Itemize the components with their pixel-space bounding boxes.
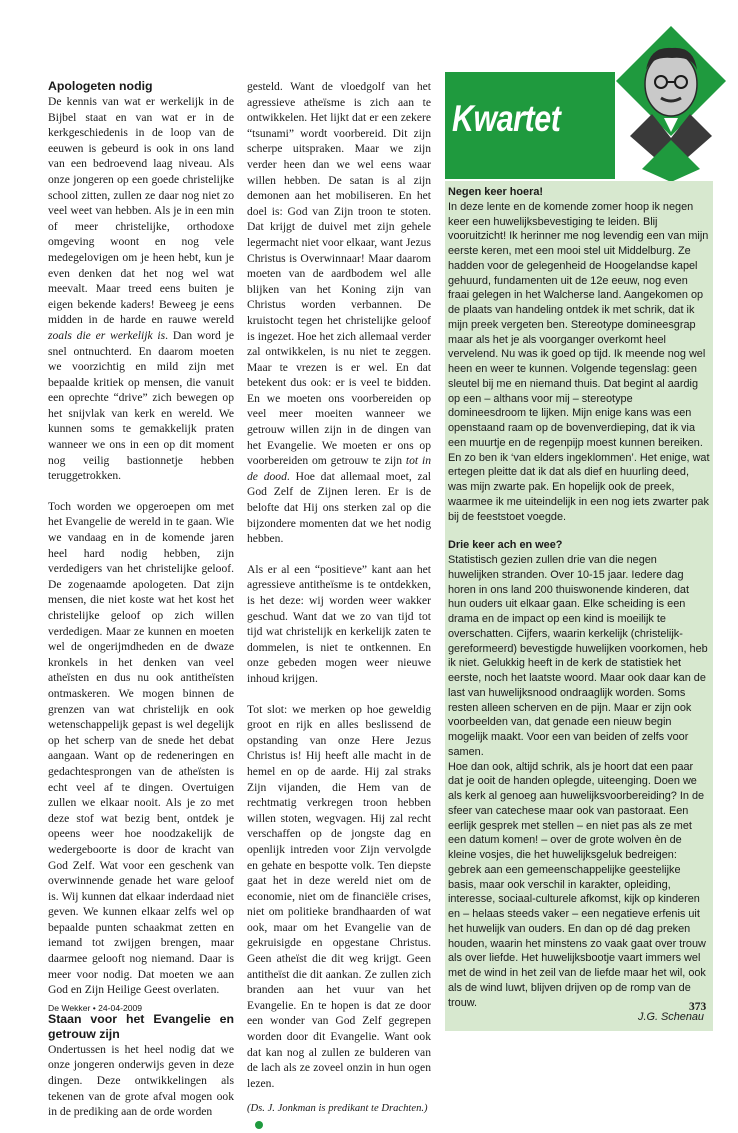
paragraph: Tot slot: we merken op hoe geweldig groot en rijk en alles beslissend de opstanding van onze Here Jezus Christus is! Hij heeft alle macht in de hemel en op de aarde. Hij zal straks Zijn vijanden, die Hem van de rechtmatig verkregen troon hebben willen stoten, wegvagen. Hij zal recht verschaffen op de jongste dag en openlijk intreden voor Zijn vervolgde en gehate en bespotte volk. Ten diepste gaat het in deze wereld niet om de economie, niet om de financiële crises, niet om politieke brandhaarden of wat ook, maar om het Evangelie van de gekruisigde en opgestane Christus. Geen atheïst die dit weg krijgt. Geen antitheïst die dit aankan. Ze zullen zich branden aan het vuur van het Evangelie. En te hopen is dat ze door een wonder van God Zelf gegrepen worden door dit Evangelie. Want ook dat kan nog al zullen ze bulderen van de lach als ze zoveel onzin in hun ogen lezen. <box>247 702 431 1090</box>
kwartet-title: Kwartet <box>452 98 561 139</box>
paragraph: Toch worden we opgeroepen om met het Evangelie de wereld in te gaan. Wie we vandaag en in de komende jaren heel hard nodig hebben, zijn verdedigers van het christelijke geloof. De zogenaamde apologeten. Dat zijn mensen, die niet koste wat het kost het christelijke geloof op zich willen verdedigen. Maar ze kunnen en moeten wel de ongerijmdheden en de dwaze kronkels in het denken van veel atheïsten en dus nu ook antitheïsten ontmaskeren. We mogen binnen de grenzen van wat christelijk en ook wetenschappelijk gepast is wel degelijk op het scherp van de snede het debat aangaan. Want op de redeneringen en gedachtesprongen van de atheïsten is echt veel af te dingen. Overtuigen zullen we elkaar nooit. Als je zo met deze stof wat bezig bent, ontdek je opeens weer hoe noodzakelijk de wedergeboorte is door de kracht van God Zelf. Wat voor een geschenk van overwinnende genade het ware geloof is. Wij kunnen dat elkaar inderdaad niet geven. We kunnen elkaar zelfs wel op bepaalde punten schaakmat zetten en iemand tot zwijgen brengen, maar daarmee gelooft nog niemand. Daar is meer voor nodig. Dat moeten we aan God en Zijn Heilige Geest overlaten. <box>48 499 234 997</box>
paragraph: gesteld. Want de vloedgolf van het agressieve atheïsme is zich aan te ontwikkelen. Het lijkt dat er een zekere “tsunami” wordt voorbereid. Dit zijn scherpe uitspraken. Maar we zijn verder heen dan we wel eens waar willen hebben. De satan is al zijn demonen aan het mobiliseren. En het doel is: God van Zijn troon te stoten. Dat krijgt de duivel met zijn gehele legermacht niet voor elkaar, want Jezus Christus is Overwinnaar! Maar daarom moeten van de aardbodem wel alle blijken van het Koning zijn van Christus worden verbannen. De kruistocht tegen het christelijke geloof is ingezet. Hoe het zich allemaal verder zal ontwikkelen, is nu niet te zeggen. Maar te vrezen is er wel. En dat betekent dus ook: er is veel te bidden. En we moeten ons voorbereiden op veel meer moeiten wanneer we getrouw willen zijn in de dingen van het Evangelie. We moeten er ons op voorbereiden om getrouw te zijn tot in de dood. Hoe dat allemaal moet, zal God Zelf de Zijnen leren. Er is de belofte dat Hij ons sterken zal op die bijzondere momenten dat we het nodig hebben. <box>247 80 431 546</box>
article-column-2 <box>247 79 431 1133</box>
sidebar-paragraph: In deze lente en de komende zomer hoop ik negen keer een huwelijksbevestiging te leiden. Blij vooruitzicht! Ik herinner me nog levendig een van mijn eerste keren, met een mooi stel uit Middelburg. Ze hadden voor de gelegenheid de Hoogelandse kapel gehuurd, fundamenten uit de 12e eeuw, nog even fraai gelegen in het Walcherse land. Aangekomen op de plaats van handeling ontdek ik met schrik, dat ik mijn preek vergeten ben. Stereotype domineesgrap maar als het je als voorganger overkomt heel vervelend. Nu was ik goed op tijd. Ik meende nog wel heen en weer te kunnen. Volgende tegenslag: geen sleutel bij me en niemand thuis. Dat begint al aardig op een – althans voor mij – stereotype domineesdroom te lijken. Mijn enige kans was een openstaand raam op de bovenverdieping, dat ik via een muurtje en de regenpijp moest kunnen bereiken. En zo ben ik ‘van elders ingeklommen’. Het enige, wat ertegen pleitte dat ik dat als dief en huurling deed, was mijn zwarte pak. En hopelijk ook de preek, waarmee ik me uiteindelijk in een nog iets zwarter pak bij de feeststoet voegde. <box>448 200 710 523</box>
article-column-1 <box>48 79 234 1120</box>
section-heading-staan: Staan voor het Evangelie en getrouw zijn <box>48 1011 234 1041</box>
sidebar-paragraph: Statistisch gezien zullen drie van die negen huwelijken stranden. Over 10-15 jaar. Iedere dag horen in ons land 200 thuiswonende kinderen, dat hun ouders uit elkaar gaan. Elke scheiding is een drama en de impact op een kind is moeilijk te overschatten. Cijfers, waarin kerkelijk (christelijk-gereformeerd) bevestigde huwelijken voorkomen, heb ik niet. Gelukkig heeft in de kerk de statistiek het eerste, noch het laatste woord. Maar ook daar kan de last van huwelijksnood ondraaglijk worden. Soms resten alleen scherven en de pijn. Maar er zijn ook voorbeelden van, dat genade een nieuw begin mogelijk maakt. Voor een van beiden of zelfs voor samen. <box>448 554 708 758</box>
sidebar-content <box>448 185 710 1025</box>
footer-publication: De Wekker • 24-04-2009 <box>48 1003 143 1013</box>
author-portrait <box>612 22 730 182</box>
section-heading-apologeten: Apologeten nodig <box>48 79 153 93</box>
sidebar-heading-drie: Drie keer ach en wee? <box>448 539 563 552</box>
sidebar-paragraph: Hoe dan ook, altijd schrik, als je hoort dat een paar dat je ooit de handen oplegde, uiteenging. Doen we als kerk al genoeg aan huwelijksvoorbereiding? In de sfeer van catechese maar ook van pastoraat. Een eerlijk gesprek met stellen – en niet pas als ze met een datum komen! – over de grote wolven èn de kleine vosjes, die het huwelijksgeluk bedreigen: gebrek aan een gemeenschappelijke geestelijke basis, maar ook verschil in karakter, opleiding, interesse, sociaal-culturele afkomst, kijk op kinderen en – helaas steeds vaker – een negatieve erfenis uit het huwelijk van ouders. En dan op dé dag preken houden, waarin het minstens zo vaak gaat over trouw als over liefde. Het huwelijksbootje vaart immers wel met de wind in het zeil van de liefde maar het wil, ook als de wind luwt, blijven drijven op de romp van de trouw. <box>448 760 706 1009</box>
end-mark-icon <box>255 1121 263 1129</box>
paragraph: De kennis van wat er werkelijk in de Bijbel staat en van wat er in de kerkgeschiedenis in de loop van de eeuwen is gebeurd is ook in ons land van een bedroevend laag niveau. Als onze jongeren op een goede christelijke school zitten, zullen ze daar nog niet zo veel weet van hebben. Als je in een min of meer christelijke, orthodoxe omgeving woont en nog vele medegelovigen om je heen hebt, kun je even denken dat het nog wel wat meevalt. Maar treed eens buiten je eigen bekende kaders! Beweeg je eens midden in de harde en rauwe wereld zoals die er werkelijk is. Dan word je snel ontnuchterd. En daarom moeten we voorzichtig en mild zijn met bepaalde kritiek op mensen, die vanuit een oprechte “drive” zich bewegen op het snijvlak van kerk en wereld. We kunnen soms te gemakkelijk praten wanneer we ons in een op dit moment nog veilig bastionnetje hebben teruggetrokken. <box>48 95 234 483</box>
paragraph: Ondertussen is het heel nodig dat we onze jongeren onderwijs geven in deze dingen. Deze ontwikkelingen als tekenen van de grote afval mogen ook in de prediking aan de orde worden <box>48 1042 234 1119</box>
author-credit: (Ds. J. Jonkman is predikant te Drachten.) <box>247 1101 431 1132</box>
page-number: 373 <box>689 1001 707 1013</box>
sidebar-signature: J.G. Schenau <box>638 1011 704 1024</box>
paragraph: Als er al een “positieve” kant aan het agressieve antitheïsme is te ontdekken, is het deze: wij worden weer wakker geschud. Want dat we zo van tijd tot tijd wat christelijk en kerkelijk zaten te dommelen, is niet te ontkennen. En onze gebeden mogen weer nieuwe inhoud krijgen. <box>247 562 431 685</box>
sidebar-heading-negen: Negen keer hoera! <box>448 186 544 198</box>
